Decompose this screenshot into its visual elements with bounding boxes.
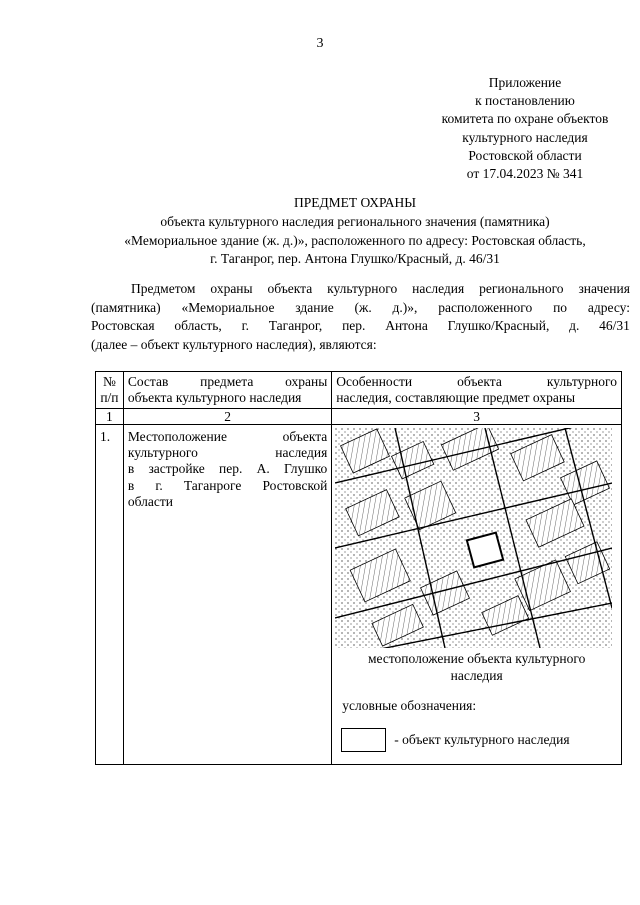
word: значения xyxy=(578,281,630,296)
appendix-line: Ростовской области xyxy=(468,147,582,163)
intro-line xyxy=(91,299,630,318)
location-description: Местоположение объекта культурного наследия в застройке пер. А. Глушко в г. Таганроге Ростовской области xyxy=(123,425,331,765)
word: (памятника) xyxy=(91,299,161,315)
subtitle-line: «Мемориальное здание (ж. д.)», расположенного по адресу: Ростовская область, xyxy=(124,232,586,248)
word: охраны xyxy=(285,374,328,389)
word: Местоположение xyxy=(127,429,227,444)
subtitle-line: г. Таганрог, пер. Антона Глушко/Красный, д. 46/31 xyxy=(210,251,500,266)
word: Глушко xyxy=(284,461,328,477)
legend-row xyxy=(341,728,618,752)
appendix-line: Приложение xyxy=(488,75,562,90)
column-number: 3 xyxy=(332,409,622,425)
word: в xyxy=(127,461,135,477)
word: д.)», xyxy=(392,299,418,315)
appendix-line: к постановлению xyxy=(475,93,575,109)
word: объекта xyxy=(457,374,502,389)
word: культурного xyxy=(546,374,617,389)
intro-line xyxy=(91,317,630,336)
appendix-block xyxy=(410,74,640,183)
legend-title: условные обозначения: xyxy=(342,698,477,713)
page-number: 3 xyxy=(316,36,324,51)
word: Особенности xyxy=(336,374,413,389)
appendix-line: культурного наследия xyxy=(462,129,588,145)
header-cell-composition: Состав предмета охраны объекта культурного наследия xyxy=(123,372,331,409)
word: регионального xyxy=(479,281,564,296)
word: Таганроге xyxy=(183,477,242,493)
location-map xyxy=(335,428,612,648)
word: область, xyxy=(174,318,222,333)
word: расположенного xyxy=(438,299,533,315)
appendix-line: комитета по охране объектов xyxy=(441,111,609,127)
intro-line: (далее – объект культурного наследия), являются: xyxy=(91,336,377,352)
row-number: 1. xyxy=(96,425,124,765)
word: А. xyxy=(256,461,270,477)
map-caption: местоположение объекта культурного наследия xyxy=(367,651,586,683)
table-row xyxy=(96,425,622,765)
intro-line xyxy=(91,280,630,299)
column-number-row xyxy=(96,409,622,425)
word: Ростовской xyxy=(262,477,328,493)
word: Глушко/Красный, xyxy=(447,318,550,333)
word: Антона xyxy=(385,318,428,333)
word: наследия xyxy=(412,281,465,296)
document-subtitle xyxy=(60,213,640,269)
legend-label: - объект культурного наследия xyxy=(394,732,570,747)
word: адресу: xyxy=(587,299,630,315)
column-number: 1 xyxy=(96,409,124,425)
word: «Мемориальное xyxy=(181,299,275,315)
header-cell-number: № п/п xyxy=(96,372,124,409)
intro-paragraph xyxy=(91,280,630,354)
protection-table xyxy=(95,371,622,765)
word: Ростовская xyxy=(91,318,155,333)
word: Состав xyxy=(127,374,169,389)
map-cell xyxy=(332,425,622,765)
word: Таганрог, xyxy=(268,318,323,333)
word: д. xyxy=(569,318,580,333)
word: г. xyxy=(155,477,163,493)
word: 46/31 xyxy=(599,318,630,333)
word: Предметом xyxy=(131,281,196,296)
subtitle-line: объекта культурного наследия регионального значения (памятника) xyxy=(160,214,550,229)
table-header-row xyxy=(96,372,622,409)
column-number: 2 xyxy=(123,409,331,425)
word: объекта xyxy=(282,429,328,444)
word: предмета xyxy=(200,374,254,389)
document-title: ПРЕДМЕТ ОХРАНЫ xyxy=(293,195,417,210)
word: здание xyxy=(295,299,334,315)
word: пер. xyxy=(342,318,366,333)
word: застройке xyxy=(148,461,205,477)
word: объекта xyxy=(267,281,313,296)
word: наследия xyxy=(275,445,328,461)
word: культурного xyxy=(327,281,398,296)
word: пер. xyxy=(219,461,243,477)
word: (ж. xyxy=(354,299,372,315)
word: по xyxy=(553,299,568,315)
appendix-line: от 17.04.2023 № 341 xyxy=(466,166,584,182)
word: культурного xyxy=(127,445,198,461)
word: в xyxy=(127,477,135,493)
legend-box-icon xyxy=(341,728,386,752)
word: г. xyxy=(241,318,249,333)
header-cell-features: Особенности объекта культурного наследия, составляющие предмет охраны xyxy=(332,372,622,409)
word: охраны xyxy=(210,281,253,296)
